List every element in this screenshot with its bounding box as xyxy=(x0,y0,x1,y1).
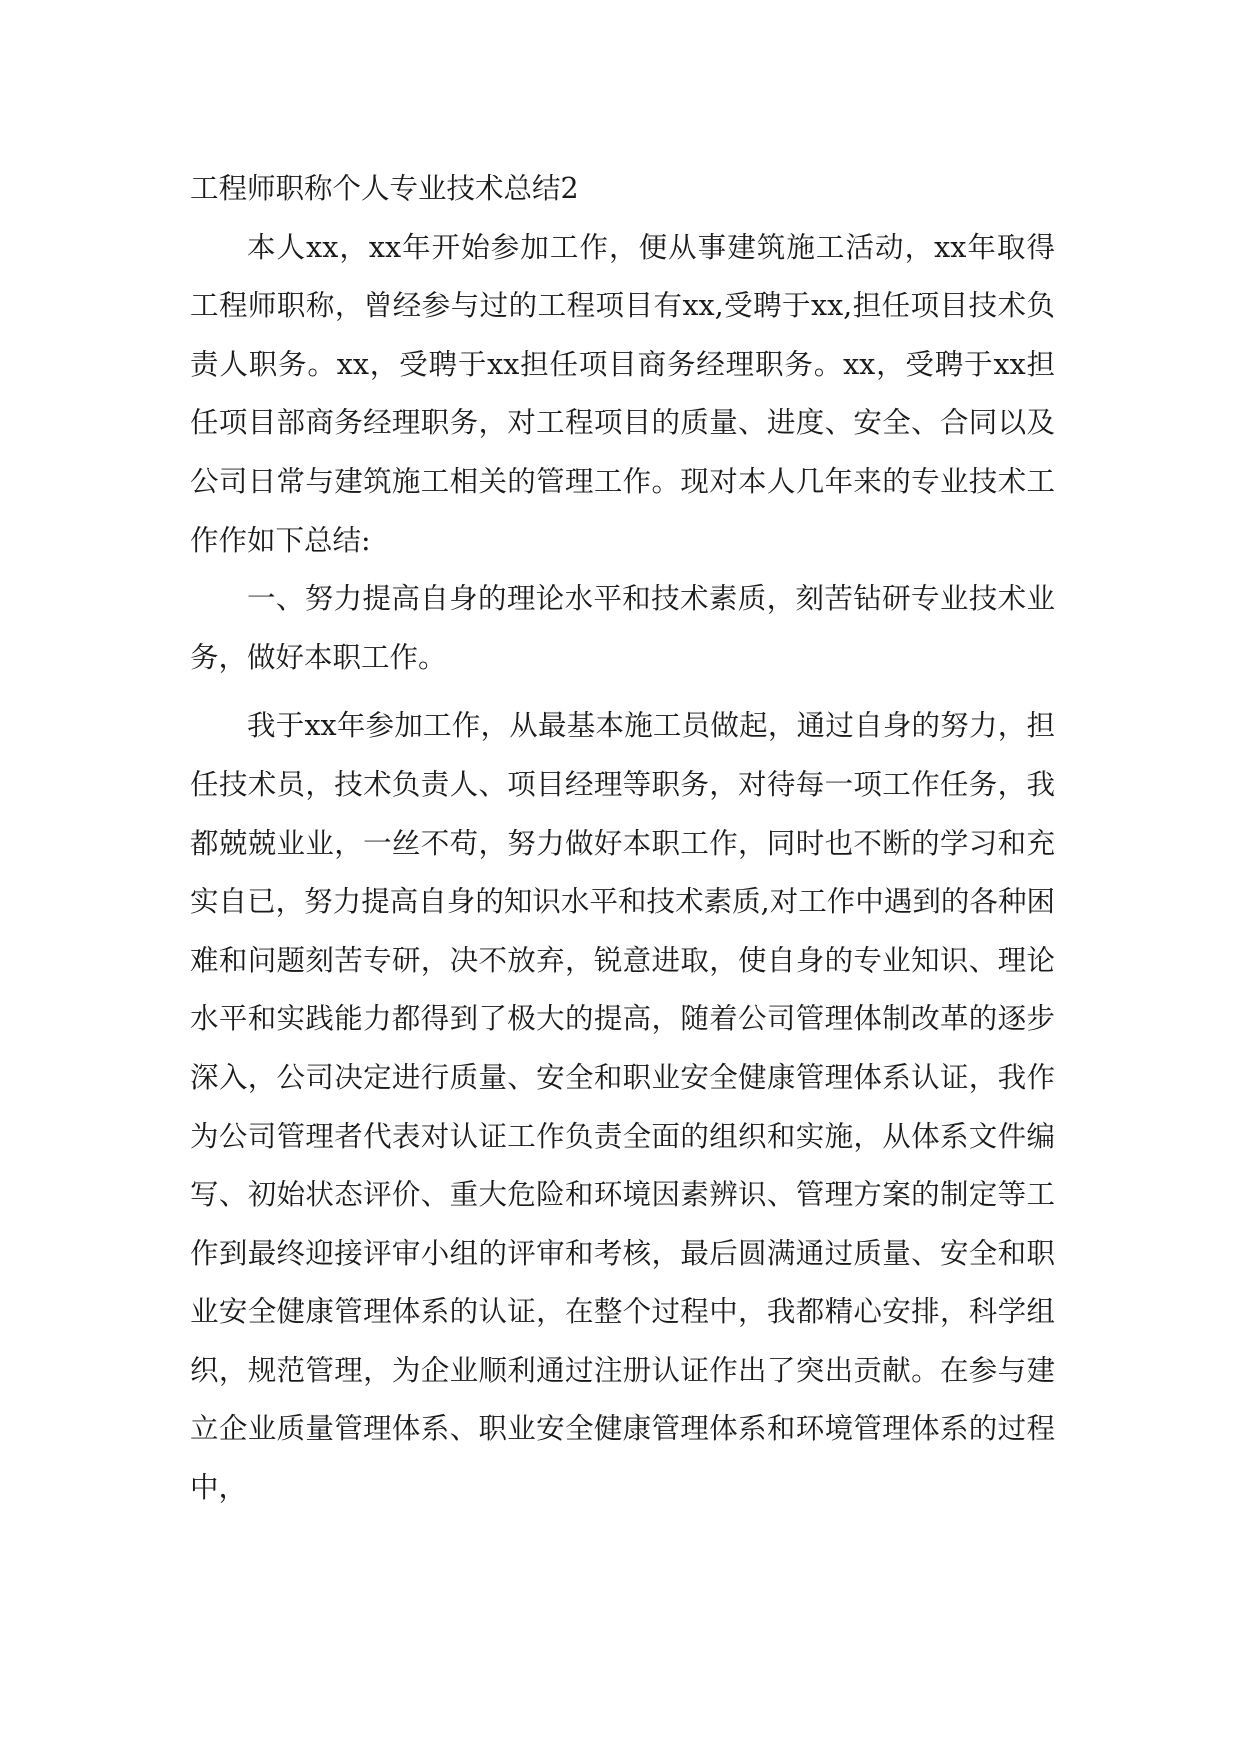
document-body xyxy=(190,160,1055,1518)
document-title: 工程师职称个人专业技术总结2 xyxy=(190,172,579,205)
paragraph-intro: 本人xx，xx年开始参加工作，便从事建筑施工活动，xx年取得工程师职称，曾经参与过的工程项目有xx,受聘于xx,担任项目技术负责人职务。xx，受聘于xx担任项目商务经理职务。xx，受聘于xx担任项目部商务经理职务，对工程项目的质量、进度、安全、合同以及公司日常与建筑施工相关的管理工作。现对本人几年来的专业技术工作作如下总结: xyxy=(190,230,1055,557)
paragraph-body: 我于xx年参加工作，从最基本施工员做起，通过自身的努力，担任技术员，技术负责人、项目经理等职务，对待每一项工作任务，我都兢兢业业，一丝不苟，努力做好本职工作，同时也不断的学习和充实自已，努力提高自身的知识水平和技术素质,对工作中遇到的各种困难和问题刻苦专研，决不放弃，锐意进取，使自身的专业知识、理论水平和实践能力都得到了极大的提高，随着公司管理体制改革的逐步深入，公司决定进行质量、安全和职业安全健康管理体系认证，我作为公司管理者代表对认证工作负责全面的组织和实施，从体系文件编写、初始状态评价、重大危险和环境因素辨识、管理方案的制定等工作到最终迎接评审小组的评审和考核，最后圆满通过质量、安全和职业安全健康管理体系的认证，在整个过程中，我都精心安排，科学组织，规范管理，为企业顺利通过注册认证作出了突出贡献。在参与建立企业质量管理体系、职业安全健康管理体系和环境管理体系的过程中， xyxy=(190,709,1055,1505)
paragraph-section-heading: 一、努力提高自身的理论水平和技术素质，刻苦钻研专业技术业务，做好本职工作。 xyxy=(190,582,1055,674)
